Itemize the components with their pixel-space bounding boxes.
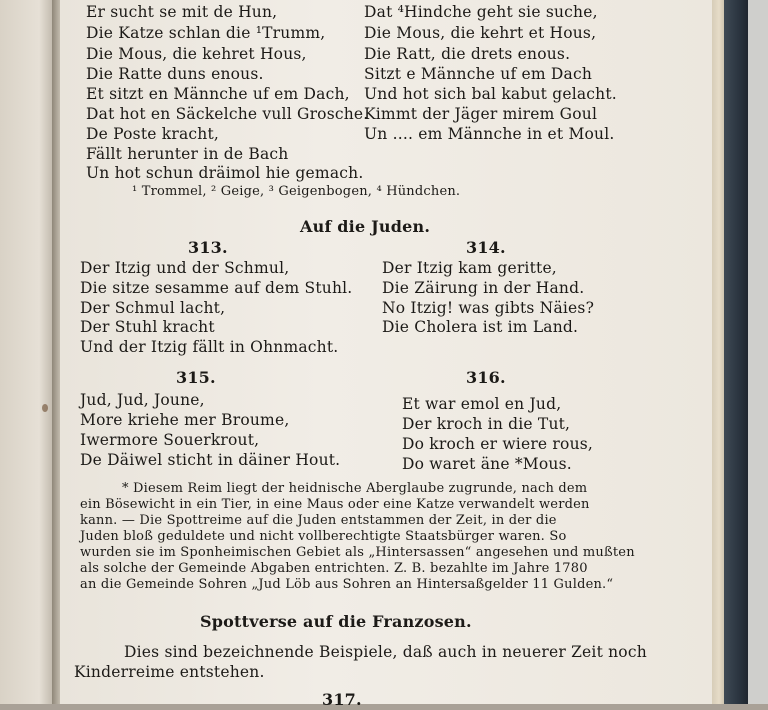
poem-line: Die Katze schlan die ¹Trumm, <box>86 24 326 42</box>
poem-line: Kimmt der Jäger mirem Goul <box>364 105 598 123</box>
poem-line: Sitzt e Männche uf em Dach <box>364 65 593 83</box>
poem-line: Un .... em Männche in et Moul. <box>364 125 615 143</box>
poem-line: De Poste kracht, <box>86 125 220 143</box>
poem-line: Dat hot en Säckelche vull Grosche. <box>86 105 369 123</box>
poem-line: Die Ratte duns enous. <box>86 65 264 83</box>
footnote-line: als solche der Gemeinde Abgaben entrichten. Z. B. bezahlte im Jahre 1780 <box>80 561 588 576</box>
section-heading: Spottverse auf die Franzosen. <box>200 612 472 631</box>
footnote-line: wurden sie im Sponheimischen Gebiet als „Hintersassen“ angesehen und mußten <box>80 545 635 560</box>
poem-line: Die sitze sesamme auf dem Stuhl. <box>80 279 353 297</box>
poem-line: Et sitzt en Männche uf em Dach, <box>86 85 350 103</box>
body-line: Dies sind bezeichnende Beispiele, daß auch in neuerer Zeit noch <box>124 643 647 661</box>
section-heading: Auf die Juden. <box>300 217 431 236</box>
poem-number: 314. <box>466 238 506 257</box>
poem-line: No Itzig! was gibts Näies? <box>382 299 595 317</box>
poem-line: Un hot schun dräimol hie gemach. <box>86 164 364 182</box>
poem-number: 315. <box>176 368 216 387</box>
poem-line: Der Itzig und der Schmul, <box>80 259 290 277</box>
poem-number: 316. <box>466 368 506 387</box>
footnote-top: ¹ Trommel, ² Geige, ³ Geigenbogen, ⁴ Hündchen. <box>132 184 461 199</box>
poem-line: De Däiwel sticht in däiner Hout. <box>80 451 341 469</box>
poem-number: 313. <box>188 238 228 257</box>
poem-line: Do kroch er wiere rous, <box>402 435 594 453</box>
poem-line: Et war emol en Jud, <box>402 395 562 413</box>
poem-line: Und hot sich bal kabut gelacht. <box>364 85 617 103</box>
poem-line: Und der Itzig fällt in Ohnmacht. <box>80 338 339 356</box>
poem-line: Fällt herunter in de Bach <box>86 145 289 163</box>
footnote-line: ein Bösewicht in ein Tier, in eine Maus oder eine Katze verwandelt werden <box>80 497 590 512</box>
poem-line: Der Schmul lacht, <box>80 299 226 317</box>
footnote-line: Juden bloß geduldete und nicht vollberechtigte Staatsbürger waren. So <box>80 529 567 544</box>
page-stain <box>42 404 48 412</box>
poem-line: Der Stuhl kracht <box>80 318 215 336</box>
poem-line: Der Itzig kam geritte, <box>382 259 557 277</box>
poem-line: Der kroch in die Tut, <box>402 415 571 433</box>
poem-line: Jud, Jud, Joune, <box>80 391 205 409</box>
poem-line: More kriehe mer Broume, <box>80 411 290 429</box>
poem-line: Iwermore Souerkrout, <box>80 431 260 449</box>
book-cover <box>724 0 748 704</box>
poem-line: Die Zäirung in der Hand. <box>382 279 585 297</box>
poem-line: Die Mous, die kehret Hous, <box>86 45 307 63</box>
background-surface <box>748 0 768 704</box>
footnote-line: an die Gemeinde Sohren „Jud Löb aus Sohren an Hintersaßgelder 11 Gulden.“ <box>80 577 614 592</box>
footnote-line: * Diesem Reim liegt der heidnische Aberglaube zugrunde, nach dem <box>122 481 588 496</box>
footnote-line: kann. — Die Spottreime auf die Juden entstammen der Zeit, in der die <box>80 513 557 528</box>
left-page <box>0 0 56 704</box>
poem-number: 317. <box>322 690 362 709</box>
poem-line: Die Ratt, die drets enous. <box>364 45 571 63</box>
poem-line: Er sucht se mit de Hun, <box>86 3 278 21</box>
poem-line: Die Mous, die kehrt et Hous, <box>364 24 597 42</box>
poem-line: Do waret äne *Mous. <box>402 455 572 473</box>
poem-line: Die Cholera ist im Land. <box>382 318 579 336</box>
poem-line: Dat ⁴Hindche geht sie suche, <box>364 3 598 21</box>
body-line: Kinderreime entstehen. <box>74 663 265 681</box>
